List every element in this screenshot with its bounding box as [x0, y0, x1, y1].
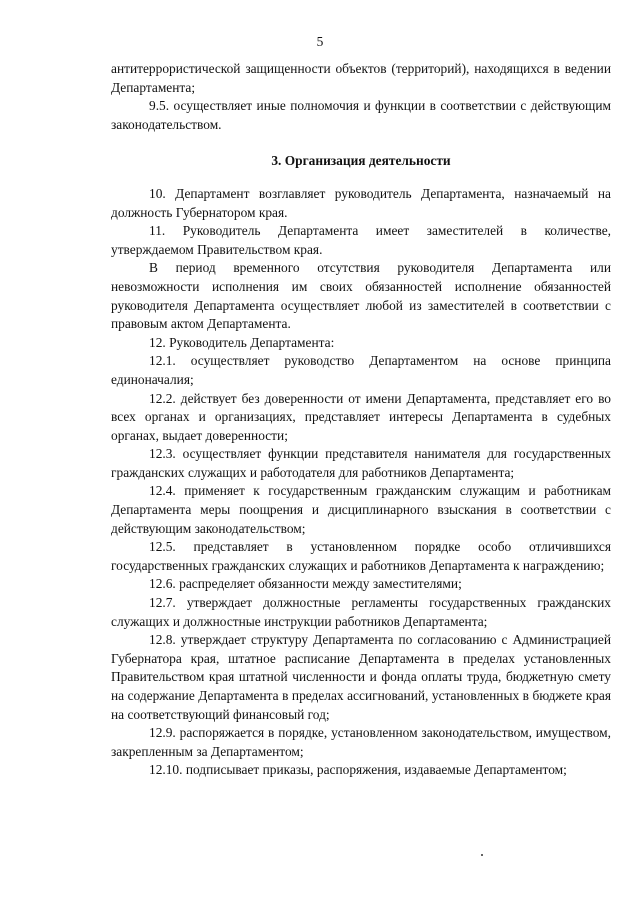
paragraph-12-10: 12.10. подписывает приказы, распоряжения, издаваемые Департаментом; [149, 762, 567, 778]
paragraph-12-4: 12.4. применяет к государственным гражданским служащим и работникам Департамента меры поощрения и дисциплинарного взыскания в соответствии с действующим законодательством; [111, 483, 611, 536]
paragraph-12-8: 12.8. утверждает структуру Департамента по согласованию с Администрацией Губернатора края, штатное расписание Департамента в пределах установленных Правительством края штатной численности и фонда оплаты труда, бюджетную смету на содержание Департамента в пределах ассигнований, установленных в бюджете края на соответствующий финансовый год; [111, 632, 611, 722]
paragraph-continuation: антитеррористической защищенности объектов (территорий), находящихся в ведении Департамента; [111, 61, 611, 95]
page-number: 5 [316, 34, 324, 49]
paragraph-12-7: 12.7. утверждает должностные регламенты государственных гражданских служащих и должностные инструкции работников Департамента; [111, 595, 611, 629]
paragraph-11-substitution: В период временного отсутствия руководителя Департамента или невозможности исполнения им своих обязанностей исполнение обязанностей руководителя Департамента осуществляет любой из заместителей в соответствии с правовым актом Департамента. [111, 260, 611, 332]
paragraph-10: 10. Департамент возглавляет руководитель Департамента, назначаемый на должность Губернатором края. [111, 185, 611, 220]
paragraph-12-3: 12.3. осуществляет функции представителя нанимателя для государственных гражданских служащих и работодателя для работников Департамента; [111, 446, 611, 480]
paragraph-12-5: 12.5. представляет в установленном порядке особо отличившихся государственных гражданских служащих и работников Департамента к награждению; [111, 539, 611, 573]
scan-speck [481, 854, 483, 856]
section-heading: 3. Организация деятельности [271, 153, 451, 169]
paragraph-12-9: 12.9. распоряжается в порядке, установленном законодательством, имуществом, закрепленным за Департаментом; [111, 725, 611, 759]
document-body [111, 60, 611, 780]
paragraph-12-2: 12.2. действует без доверенности от имени Департамента, представляет его во всех органах и организациях, представляет интересы Департамента в судебных органах, выдает доверенности; [111, 390, 611, 443]
paragraph-9-5: 9.5. осуществляет иные полномочия и функции в соответствии с действующим законодательством. [111, 98, 611, 132]
paragraph-12-6: 12.6. распределяет обязанности между заместителями; [149, 576, 462, 592]
paragraph-12-1: 12.1. осуществляет руководство Департаментом на основе принципа единоначалия; [111, 353, 611, 387]
paragraph-12: 12. Руководитель Департамента: [149, 334, 335, 350]
paragraph-11: 11. Руководитель Департамента имеет заместителей в количестве, утверждаемом Правительством края. [111, 223, 611, 257]
